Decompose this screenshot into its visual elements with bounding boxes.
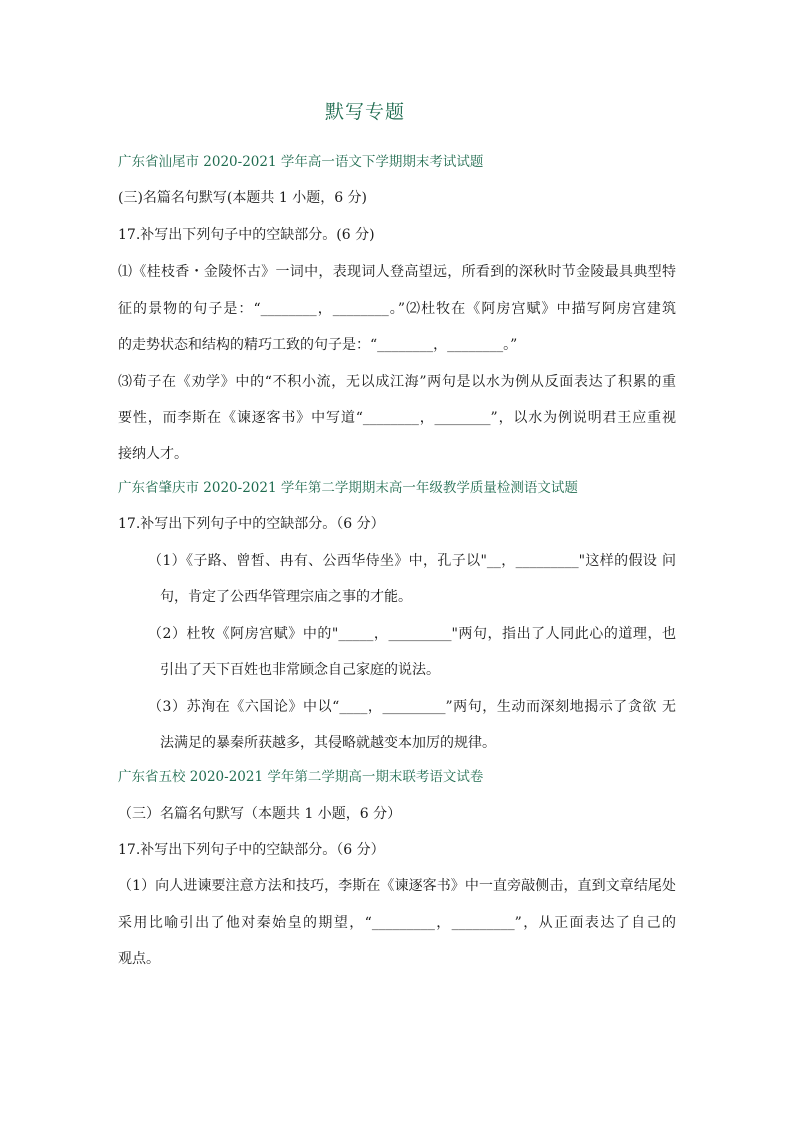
source-heading: 广东省汕尾市 2020-2021 学年高一语文下学期期末考试试题 xyxy=(118,154,484,170)
source-heading: 广东省五校 2020-2021 学年第二学期高一期末联考语文试卷 xyxy=(118,769,484,785)
question-prompt: 17.补写出下列句子中的空缺部分。（6 分） xyxy=(118,516,385,532)
question-text-line: （2）杜牧《阿房宫赋》中的"_____，_________"两句，指出了人同此心的道理，也 xyxy=(148,626,676,642)
question-text-line: 征的景物的句子是：“________，________。”⑵杜牧在《阿房宫赋》中描写阿房宫建筑 xyxy=(118,301,676,317)
question-text-line: （1）《子路、曾皙、冉有、公西华侍坐》中，孔子以"__，_________"这样的假设 问 xyxy=(148,553,676,569)
section-heading: (三)名篇名句默写(本题共 1 小题，6 分) xyxy=(118,190,368,206)
question-text-line: ⑴《桂枝香・金陵怀古》一词中，表现词人登高望远，所看到的深秋时节金陵最具典型特 xyxy=(118,264,676,280)
question-prompt: 17.补写出下列句子中的空缺部分。(6 分) xyxy=(118,227,375,243)
question-text-line: 句，肯定了公西华管理宗庙之事的才能。 xyxy=(160,589,412,605)
question-text-line: 采用比喻引出了他对秦始皇的期望，“_________，_________”，从正面表达了自己的 xyxy=(118,915,676,931)
question-text-line: 引出了天下百姓也非常顾念自己家庭的说法。 xyxy=(160,662,440,678)
question-text-line: （3）苏洵在《六国论》中以“____，_________”两句，生动而深刻地揭示了贪欲 无 xyxy=(148,699,676,715)
question-text-line: 要性，而李斯在《谏逐客书》中写道“________，________”，以水为例说明君王应重视 xyxy=(118,410,676,426)
question-text-line: 的走势状态和结构的精巧工致的句子是：“________，________。” xyxy=(118,337,518,353)
question-text-line: 接纳人才。 xyxy=(118,446,188,462)
question-text-line: 法满足的暴秦所获越多，其侵略就越变本加厉的规律。 xyxy=(160,735,496,751)
page-title: 默写专题 xyxy=(324,101,405,123)
question-text-line: （1）向人进谏要注意方法和技巧，李斯在《谏逐客书》中一直旁敲侧击，直到文章结尾处 xyxy=(118,878,676,894)
section-heading: （三）名篇名句默写（本题共 1 小题，6 分） xyxy=(118,806,402,822)
source-heading: 广东省肇庆市 2020-2021 学年第二学期期末高一年级教学质量检测语文试题 xyxy=(118,480,578,496)
question-prompt: 17.补写出下列句子中的空缺部分。（6 分） xyxy=(118,842,385,858)
question-text-line: 观点。 xyxy=(118,951,160,967)
question-text-line: ⑶荀子在《劝学》中的“不积小流，无以成江海”两句是以水为例从反面表达了积累的重 xyxy=(118,374,676,390)
